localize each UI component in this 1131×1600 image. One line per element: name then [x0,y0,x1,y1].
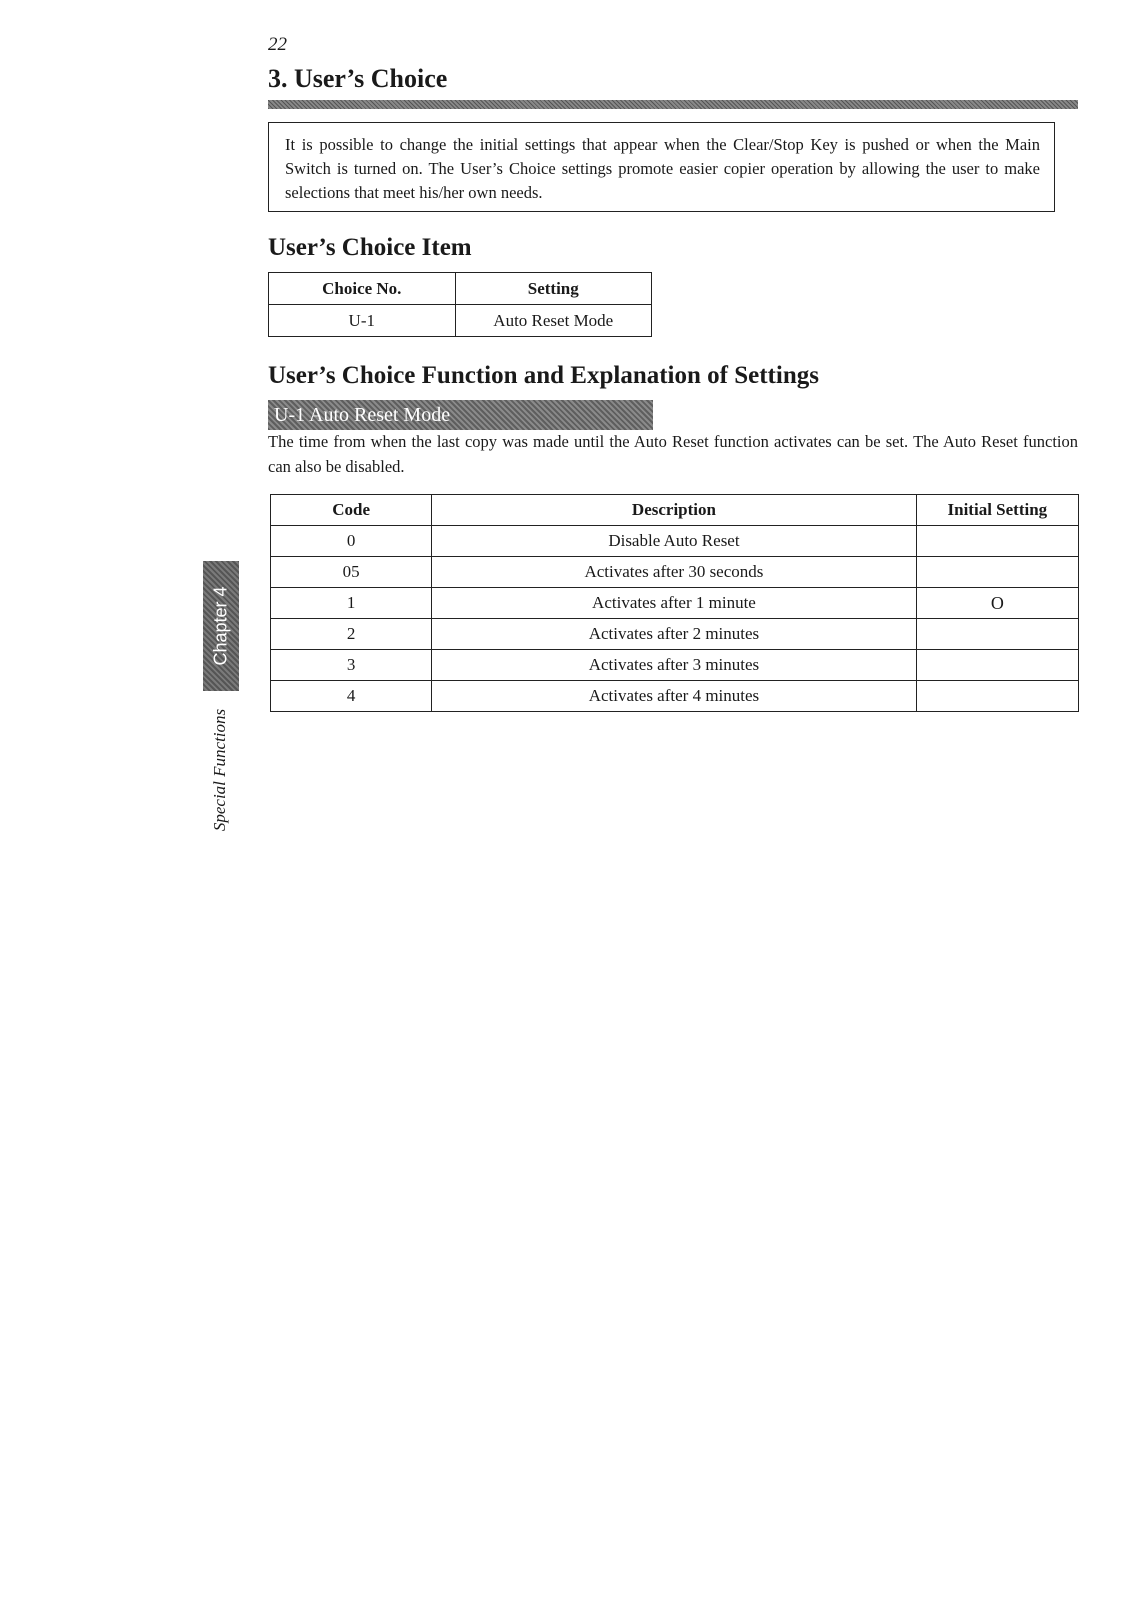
cell-code: 3 [271,650,432,681]
cell-setting: Auto Reset Mode [455,305,651,337]
intro-box [268,122,1055,212]
cell-initial [916,650,1078,681]
mode-title: U-1 Auto Reset Mode [274,404,451,426]
page-number: 22 [268,34,287,55]
cell-code: 2 [271,619,432,650]
cell-initial: O [916,588,1078,619]
item-heading: User’s Choice Item [268,234,472,261]
table-header-row [271,495,1079,526]
cell-description: Activates after 1 minute [432,588,916,619]
code-table [270,494,1079,712]
side-section-label [205,700,235,840]
header-setting: Setting [455,273,651,305]
cell-code: 1 [271,588,432,619]
cell-code: 0 [271,526,432,557]
side-section-label-text: Special Functions [210,708,229,832]
cell-code: 05 [271,557,432,588]
cell-description: Disable Auto Reset [432,526,916,557]
table-row [271,588,1079,619]
table-row [271,681,1079,712]
header-code: Code [271,495,432,526]
header-initial-setting: Initial Setting [916,495,1078,526]
title-rule [268,100,1078,109]
chapter-tab-label: Chapter 4 [210,586,231,666]
cell-description: Activates after 2 minutes [432,619,916,650]
cell-description: Activates after 3 minutes [432,650,916,681]
section-title: 3. User’s Choice [268,64,448,93]
mode-title-band [268,400,653,430]
table-row [271,526,1079,557]
mode-description: The time from when the last copy was made until the Auto Reset function activates can be set. The Auto Reset function can also be disabled. [268,432,1078,476]
cell-choice-no: U-1 [269,305,456,337]
function-heading: User’s Choice Function and Explanation of Settings [268,362,819,389]
intro-text: It is possible to change the initial settings that appear when the Clear/Stop Key is pushed or when the Main Switch is turned on. The User’s Choice settings promote easier copier operation by allowing the user to make selections that meet his/her own needs. [285,135,1040,202]
table-header-row [269,273,652,305]
header-description: Description [432,495,916,526]
table-row [271,650,1079,681]
header-choice-no: Choice No. [269,273,456,305]
cell-initial [916,681,1078,712]
table-row [271,557,1079,588]
cell-initial [916,557,1078,588]
cell-initial [916,619,1078,650]
table-row [271,619,1079,650]
choice-item-table [268,272,652,337]
table-row [269,305,652,337]
cell-initial [916,526,1078,557]
cell-description: Activates after 4 minutes [432,681,916,712]
cell-description: Activates after 30 seconds [432,557,916,588]
chapter-tab [203,561,239,691]
cell-code: 4 [271,681,432,712]
